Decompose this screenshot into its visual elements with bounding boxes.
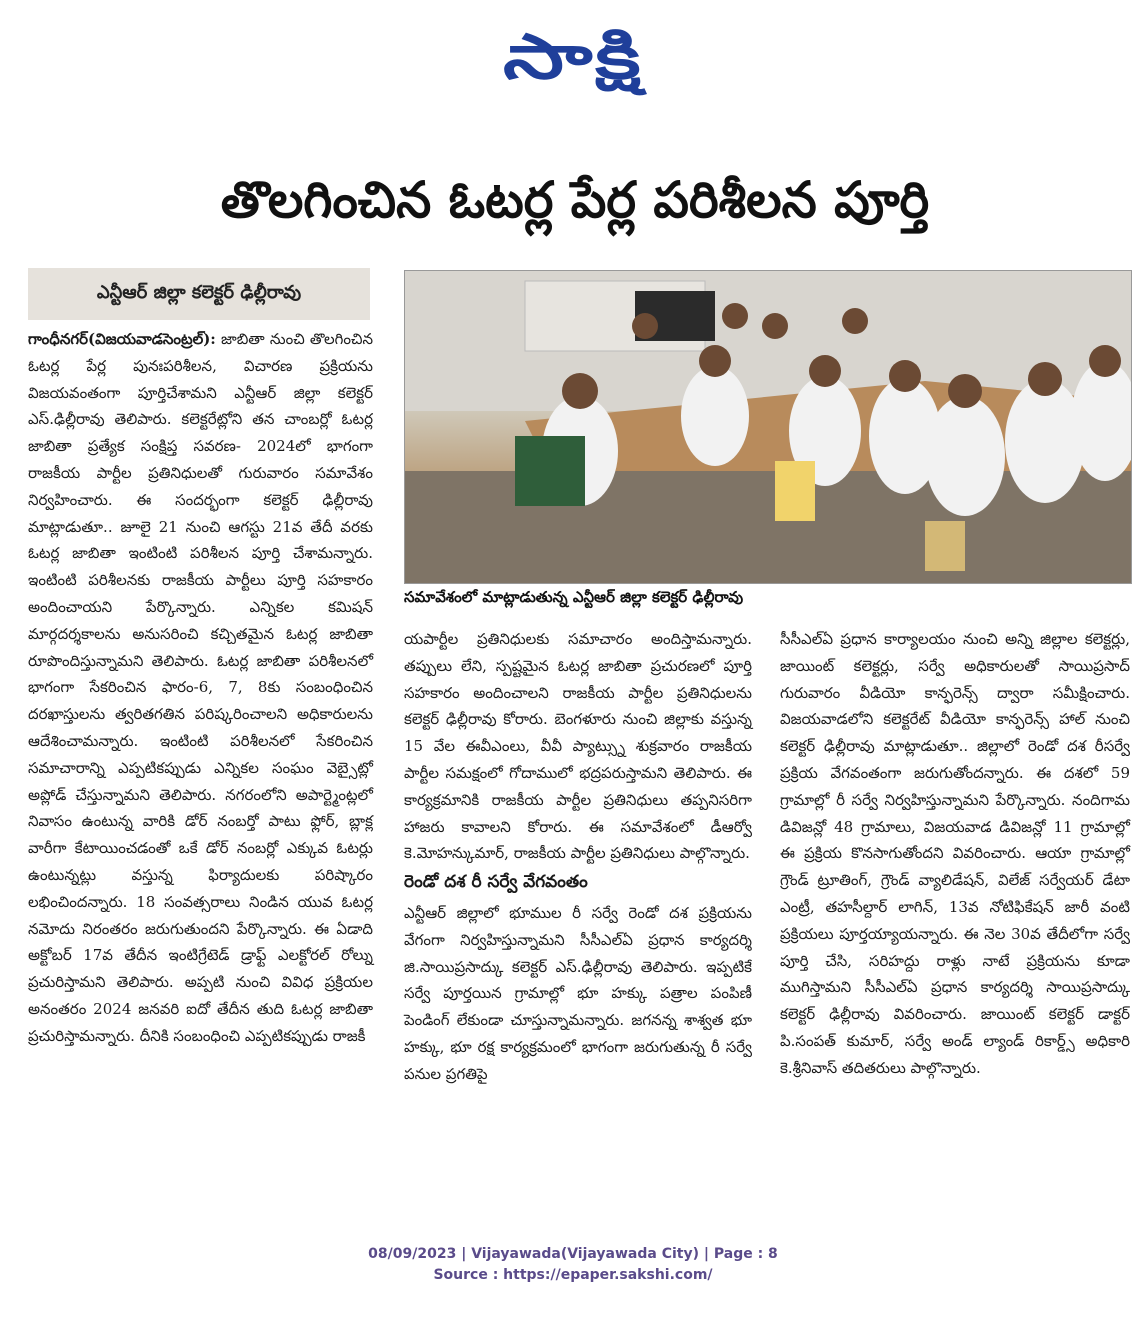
footer-source-line: Source : https://epaper.sakshi.com/ xyxy=(433,1267,713,1283)
masthead-text: సాక్షి xyxy=(502,20,644,93)
column-2-subhead: రెండో దశ రీ సర్వే వేగవంతం xyxy=(404,872,588,893)
footer-date-line: 08/09/2023 | Vijayawada(Vijayawada City) | Page : 8 xyxy=(368,1246,778,1262)
masthead-logo xyxy=(0,20,1146,108)
subhead: ఎన్టీఆర్ జిల్లా కలెక్టర్ ఢిల్లీరావు xyxy=(96,281,302,303)
column-2-text-b: ఎన్టీఆర్ జిల్లాలో భూముల రీ సర్వే రెండో దశ ప్రక్రియను వేగంగా నిర్వహిస్తున్నామని సీసీఎల్ఏ ప్రధాన కార్యదర్శి జి.సాయిప్రసాద్కు కలెక్టర్ ఎస్.ఢిల్లీరావు తెలిపారు. ఇప్పటికే సర్వే పూర్తయిన గ్రామాల్లో భూ హక్కు పత్రాల పంపిణీ పెండింగ్ లేకుండా చూస్తున్నామన్నారు. జగనన్న శాశ్వత భూ హక్కు, భూ రక్ష కార్యక్రమంలో భాగంగా జరుగుతున్న రీ సర్వే పనుల ప్రగతిపై xyxy=(404,903,752,1083)
article-column-1 xyxy=(28,326,373,1050)
meeting-photo xyxy=(404,270,1132,584)
page-footer xyxy=(0,1244,1146,1286)
column-2-text-a: యపార్టీల ప్రతినిధులకు సమాచారం అందిస్తామన్నారు. తప్పులు లేని, స్పష్టమైన ఓటర్ల జాబితా ప్రచురణలో పూర్తి సహకారం అందించాలని రాజకీయ పార్టీల ప్రతినిధులను కలెక్టర్ ఢిల్లీరావు కోరారు. బెంగళూరు నుంచి జిల్లాకు వస్తున్న 15 వేల ఈవీఎంలు, వీవీ ప్యాట్స్ను శుక్రవారం రాజకీయ పార్టీల సమక్షంలో గోదాములో భద్రపరుస్తామని తెలిపారు. ఈ కార్యక్రమానికి రాజకీయ పార్టీల ప్రతినిధులు తప్పనిసరిగా హాజరు కావాలని కోరారు. ఈ సమావేశంలో డీఆర్వో కె.మోహన్కుమార్, రాజకీయ పార్టీల ప్రతినిధులు పాల్గొన్నారు. xyxy=(404,630,752,863)
dateline: గాంధీనగర్(విజయవాడసెంట్రల్): xyxy=(28,330,216,348)
photo-caption: సమావేశంలో మాట్లాడుతున్న ఎన్టీఆర్ జిల్లా కలెక్టర్ ఢిల్లీరావు xyxy=(404,588,744,606)
column-3-text: సీసీఎల్ఏ ప్రధాన కార్యాలయం నుంచి అన్ని జిల్లాల కలెక్టర్లు, జాయింట్ కలెక్టర్లు, సర్వే అధికారులతో సాయిప్రసాద్ గురువారం వీడియో కాన్ఫరెన్స్ ద్వారా సమీక్షించారు. విజయవాడలోని కలెక్టరేట్ వీడియో కాన్ఫరెన్స్ హాల్ నుంచి కలెక్టర్ ఢిల్లీరావు మాట్లాడుతూ.. జిల్లాలో రెండో దశ రీసర్వే ప్రక్రియ వేగవంతంగా జరుగుతోందన్నారు. ఈ దశలో 59 గ్రామాల్లో రీ సర్వే నిర్వహిస్తున్నామని పేర్కొన్నారు. నందిగామ డివిజన్లో 48 గ్రామాలు, విజయవాడ డివిజన్లో 11 గ్రామాల్లో ఈ ప్రక్రియ కొనసాగుతోందని వివరించారు. ఆయా గ్రామాల్లో గ్రౌండ్ ట్రూతింగ్, గ్రౌండ్ వ్యాలిడేషన్, విలేజ్ సర్వేయర్ డేటా ఎంట్రీ, తహసీల్దార్ లాగిన్, 13వ నోటిఫికేషన్ జారీ వంటి ప్రక్రియలు పూర్తయ్యాయన్నారు. ఈ నెల 30వ తేదీలోగా సర్వే పూర్తి చేసి, సరిహద్దు రాళ్లు నాటే ప్రక్రియను కూడా ముగిస్తామని సీసీఎల్ఏ ప్రధాన కార్యదర్శి సాయిప్రసాద్కు కలెక్టర్ ఢిల్లీరావు వివరించారు. జాయింట్ కలెక్టర్ డాక్టర్ పి.సంపత్ కుమార్, సర్వే అండ్ ల్యాండ్ రికార్డ్స్ అధికారి కె.శ్రీనివాస్ తదితరులు పాల్గొన్నారు. xyxy=(780,630,1130,1077)
subhead-box xyxy=(28,268,370,320)
headline: తొలగించిన ఓటర్ల పేర్ల పరిశీలన పూర్తి xyxy=(220,171,930,229)
article-column-3 xyxy=(780,626,1130,1082)
column-1-text: జాబితా నుంచి తొలగించిన ఓటర్ల పేర్ల పునఃపరిశీలన, విచారణ ప్రక్రియను విజయవంతంగా పూర్తిచేశామని ఎన్టీఆర్ జిల్లా కలెక్టర్ ఎస్.ఢిల్లీరావు తెలిపారు. కలెక్టరేట్లోని తన చాంబర్లో ఓటర్ల జాబితా ప్రత్యేక సంక్షిప్త సవరణ- 2024లో భాగంగా రాజకీయ పార్టీల ప్రతినిధులతో గురువారం సమావేశం నిర్వహించారు. ఈ సందర్భంగా కలెక్టర్ ఢిల్లీరావు మాట్లాడుతూ.. జూలై 21 నుంచి ఆగస్టు 21వ తేదీ వరకు ఓటర్ల జాబితా ఇంటింటి పరిశీలన పూర్తి చేశామన్నారు. ఇంటింటి పరిశీలనకు రాజకీయ పార్టీలు పూర్తి సహకారం అందించాయని పేర్కొన్నారు. ఎన్నికల కమిషన్ మార్గదర్శకాలను అనుసరించి కచ్చితమైన ఓటర్ల జాబితా రూపొందిస్తున్నామని తెలిపారు. ఓటర్ల జాబితా పరిశీలనలో భాగంగా సేకరించిన ఫారం-6, 7, 8కు సంబంధించిన దరఖాస్తులను త్వరితగతిన పరిష్కరించాలని అధికారులను ఆదేశించామన్నారు. ఇంటింటి పరిశీలనలో సేకరించిన సమాచారాన్ని ఎప్పటికప్పుడు ఎన్నికల సంఘం వెబ్సైట్లో అప్లోడ్ చేస్తున్నామని తెలిపారు. నగరంలోని అపార్ట్మెంట్లలో నివాసం ఉంటున్న వారికి డోర్ నంబర్తో పాటు ఫ్లోర్, బ్లాక్ల వారీగా కేటాయించడంతో ఒకే డోర్ నంబర్లో ఎక్కువ ఓటర్లు ఉంటున్నట్లు వస్తున్న ఫిర్యాదులకు పరిష్కారం లభించిందన్నారు. 18 సంవత్సరాలు నిండిన యువ ఓటర్ల నమోదు నిరంతరం జరుగుతుందని పేర్కొన్నారు. ఈ ఏడాది అక్టోబర్ 17వ తేదీన ఇంటిగ్రేటెడ్ డ్రాఫ్ట్ ఎలక్టోరల్ రోల్ను ప్రచురిస్తామని తెలిపారు. అప్పటి నుంచి వివిధ ప్రక్రియల అనంతరం 2024 జనవరి ఐదో తేదీన తుది ఓటర్ల జాబితా ప్రచురిస్తామన్నారు. దీనికి సంబంధించి ఎప్పటికప్పుడు రాజకీ xyxy=(28,330,373,1045)
article-column-2 xyxy=(404,626,752,1088)
